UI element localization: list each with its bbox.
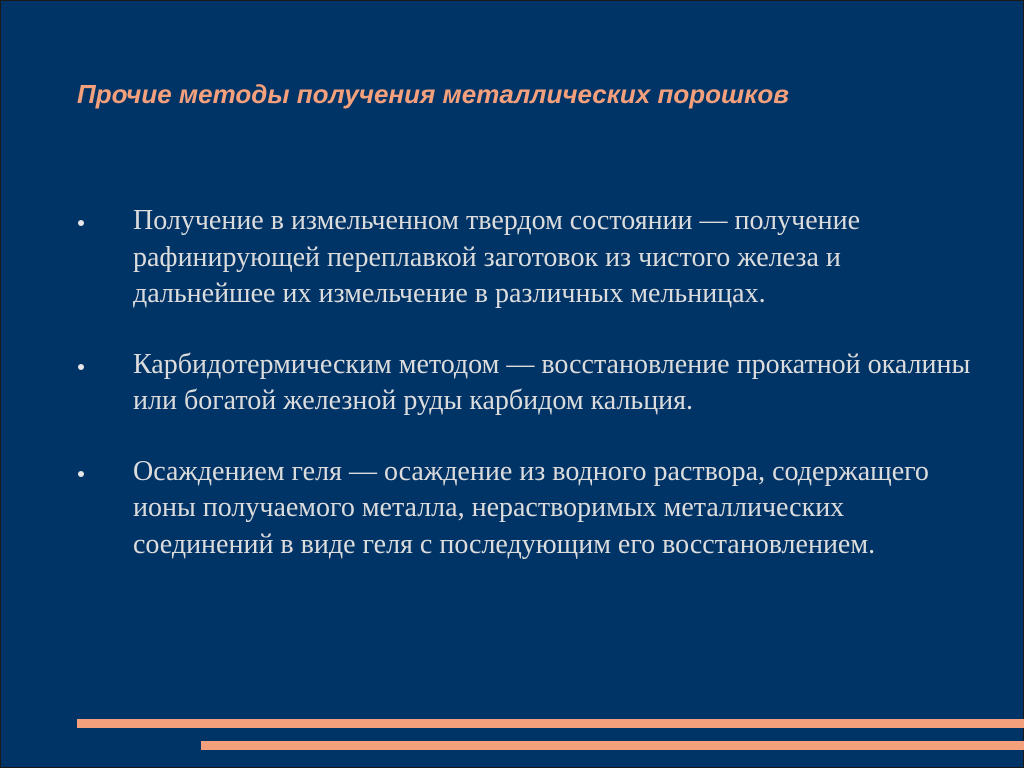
- list-item: [77, 203, 977, 313]
- bullet-list: [77, 203, 977, 597]
- bullet-dot-icon: [78, 471, 84, 477]
- bullet-dot-icon: [78, 364, 84, 370]
- list-item: [77, 347, 977, 420]
- bullet-dot-icon: [78, 220, 84, 226]
- bullet-text: Карбидотермическим методом — восстановление прокатной окалины или богатой железной руды карбидом кальция.: [133, 348, 971, 416]
- list-item: [77, 454, 977, 564]
- bullet-text: Осаждением геля — осаждение из водного раствора, содержащего ионы получаемого металла, нерастворимых металлических соединений в виде геля с последующим его восстановлением.: [133, 455, 929, 560]
- decorative-line-bottom: [201, 741, 1024, 750]
- slide-title: Прочие методы получения металлических порошков: [77, 79, 789, 109]
- decorative-line-top: [77, 719, 1024, 728]
- bullet-text: Получение в измельченном твердом состоянии — получение рафинирующей переплавкой заготовок из чистого железа и дальнейшее их измельчение в различных мельницах.: [133, 205, 861, 309]
